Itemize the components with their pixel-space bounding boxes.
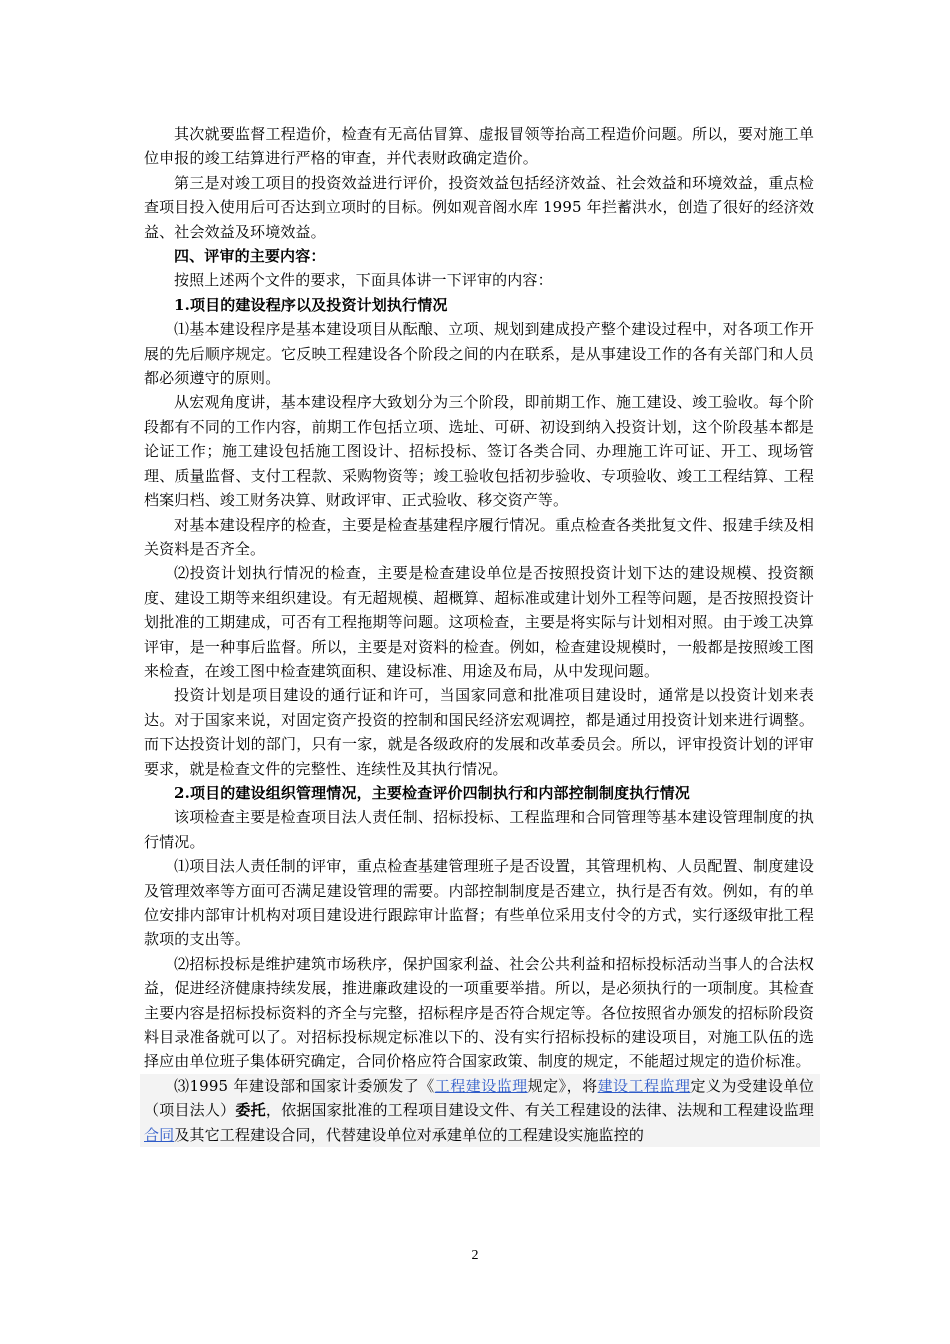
link-construction-supervision[interactable]: 建设工程监理 [597,1076,691,1095]
paragraph-basic-procedure: ⑴基本建设程序是基本建设项目从酝酿、立项、规划到建成投产整个建设过程中，对各项工作开展的先后顺序规定。它反映工程建设各个阶段之间的内在联系，是从事建设工作的各有关部门和人员都必须遵守的原则。 [144,320,814,388]
paragraph-plan-execution: ⑵投资计划执行情况的检查，主要是检查建设单位是否按照投资计划下达的建设规模、投资额度、建设工期等来组织建设。有无超规模、超概算、超标准或建计划外工程等问题，是否按照投资计划批准的工期建成，可否有工程拖期等问题。这项检查，主要是将实际与计划相对照。由于竣工决算评审，是一种事后监督。所以，主要是对资料的检查。例如，检查建设规模时，一般都是按照竣工图来检查，在竣工图中检查建筑面积、建设标准、用途及布局，从中发现问题。 [144,564,814,680]
page-number: 2 [471,1248,479,1263]
document-body [144,122,814,1147]
paragraph-investment-benefit: 第三是对竣工项目的投资效益进行评价，投资效益包括经济效益、社会效益和环境效益，重点检查项目投入使用后可否达到立项时的目标。例如观音阁水库 1995 年拦蓄洪水，创造了很好的经济效益、社会效益及环境效益。 [144,173,814,241]
heading-organization-management: 2.项目的建设组织管理情况，主要检查评价四制执行和内部控制制度执行情况 [174,783,690,802]
paragraph-three-stages: 从宏观角度讲，基本建设程序大致划分为三个阶段，即前期工作、施工建设、竣工验收。每个阶段都有不同的工作内容，前期工作包括立项、选址、可研、初设到纳入投资计划，这个阶段基本都是论证工作；施工建设包括施工图设计、招标投标、签订各类合同、办理施工许可证、开工、现场管理、质量监督、支付工程款、采购物资等；竣工验收包括初步验收、专项验收、竣工工程结算、工程档案归档、竣工财务决算、财政评审、正式验收、移交资产等。 [144,393,814,510]
supervision-text-5: 及其它工程建设合同，代替建设单位对承建单位的工程建设实施监控的 [174,1125,644,1144]
supervision-bold-entrust: 委托 [235,1101,266,1120]
link-contract[interactable]: 合同 [144,1125,175,1144]
paragraph-procedure-check: 对基本建设程序的检查，主要是检查基建程序履行情况。重点检查各类批复文件、报建手续及相关资料是否齐全。 [144,515,814,558]
paragraph-intro: 按照上述两个文件的要求，下面具体讲一下评审的内容： [174,271,553,290]
paragraph-supervision [140,1074,820,1147]
supervision-text-3: 定义为受建设单位（项目法人） [144,1076,814,1120]
supervision-text-4: ，依据国家批准的工程项目建设文件、有关工程建设的法律、法规和工程建设监理 [265,1101,814,1120]
paragraph-bidding: ⑵招标投标是维护建筑市场秩序，保护国家利益、社会公共利益和招标投标活动当事人的合法权益，促进经济健康持续发展，推进廉政建设的一项重要举措。所以，是必须执行的一项制度。其检查主要内容是招标投标资料的齐全与完整，招标程序是否符合规定等。各位按照省办颁发的招标阶段资料目录准备就可以了。对招标投标规定标准以下的、没有实行招标投标的建设项目，对施工队伍的选择应由单位班子集体研究确定，合同价格应符合国家政策、制度的规定，不能超过规定的造价标准。 [144,954,814,1071]
heading-construction-procedure: 1.项目的建设程序以及投资计划执行情况 [174,295,448,314]
paragraph-audit-cost: 其次就要监督工程造价，检查有无高估冒算、虚报冒领等抬高工程造价问题。所以，要对施工单位申报的竣工结算进行严格的审查，并代表财政确定造价。 [144,125,814,168]
link-engineering-supervision[interactable]: 工程建设监理 [434,1076,528,1095]
supervision-text-1: ⑶1995 年建设部和国家计委颁发了《 [174,1076,435,1095]
section-heading-review-content: 四、评审的主要内容： [174,247,326,266]
paragraph-investment-plan: 投资计划是项目建设的通行证和许可，当国家同意和批准项目建设时，通常是以投资计划来表达。对于国家来说，对固定资产投资的控制和国民经济宏观调控，都是通过用投资计划来进行调整。而下达投资计划的部门，只有一家，就是各级政府的发展和改革委员会。所以，评审投资计划的评审要求，就是检查文件的完整性、连续性及其执行情况。 [144,686,814,778]
supervision-text-2: 规定》，将 [527,1076,598,1095]
paragraph-legal-person: ⑴项目法人责任制的评审，重点检查基建管理班子是否设置，其管理机构、人员配置、制度建设及管理效率等方面可否满足建设管理的需要。内部控制制度是否建立，执行是否有效。例如，有的单位安排内部审计机构对项目建设进行跟踪审计监督；有些单位采用支付令的方式，实行逐级审批工程款项的支出等。 [144,857,814,949]
paragraph-management-check: 该项检查主要是检查项目法人责任制、招标投标、工程监理和合同管理等基本建设管理制度的执行情况。 [144,808,814,851]
